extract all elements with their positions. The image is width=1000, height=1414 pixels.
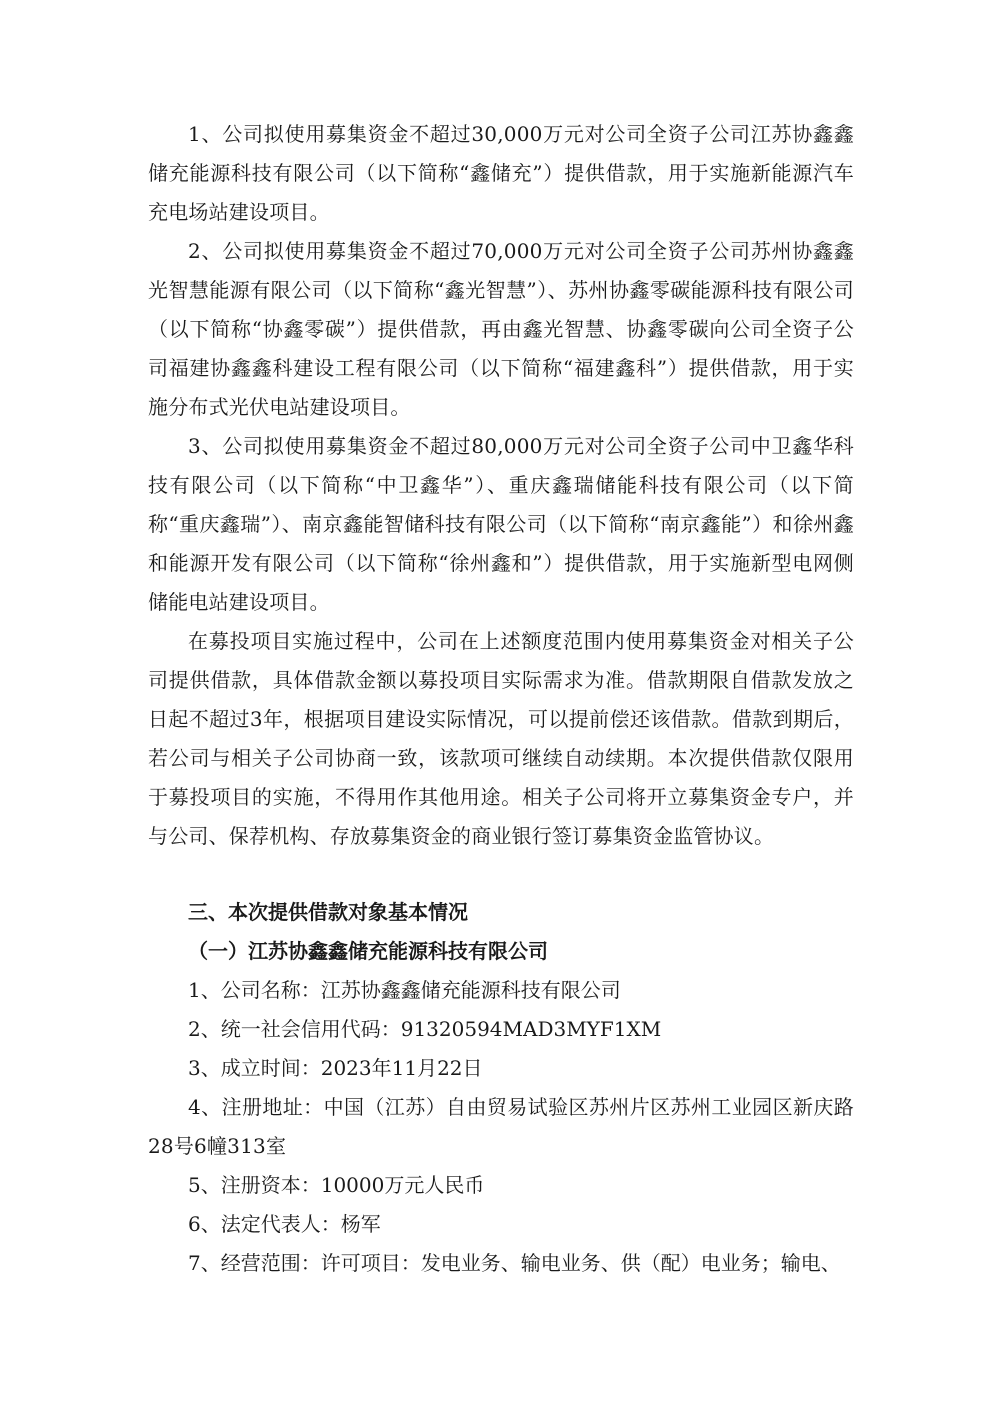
company-name-item: 1、公司名称：江苏协鑫鑫储充能源科技有限公司 xyxy=(188,978,621,1002)
paragraph-item-1: 1、公司拟使用募集资金不超过30,000万元对公司全资子公司江苏协鑫鑫储充能源科技有限公司（以下简称“鑫储充”）提供借款，用于实施新能源汽车充电场站建设项目。 xyxy=(148,122,854,224)
section-spacer xyxy=(148,856,854,893)
credit-code-item: 2、统一社会信用代码：91320594MAD3MYF1XM xyxy=(188,1017,662,1041)
paragraph-loan-details: 在募投项目实施过程中，公司在上述额度范围内使用募集资金对相关子公司提供借款，具体借款金额以募投项目实际需求为准。借款期限自借款发放之日起不超过3年，根据项目建设实际情况，可以提前偿还该借款。借款到期后，若公司与相关子公司协商一致，该款项可继续自动续期。本次提供借款仅限用于募投项目的实施，不得用作其他用途。相关子公司将开立募集资金专户，并与公司、保荐机构、存放募集资金的商业银行签订募集资金监管协议。 xyxy=(148,629,854,848)
paragraph-item-2: 2、公司拟使用募集资金不超过70,000万元对公司全资子公司苏州协鑫鑫光智慧能源有限公司（以下简称“鑫光智慧”）、苏州协鑫零碳能源科技有限公司（以下简称“协鑫零碳”）提供借款，再由鑫光智慧、协鑫零碳向公司全资子公司福建协鑫鑫科建设工程有限公司（以下简称“福建鑫科”）提供借款，用于实施分布式光伏电站建设项目。 xyxy=(148,239,854,419)
business-scope-item: 7、经营范围：许可项目：发电业务、输电业务、供（配）电业务；输电、 xyxy=(188,1251,841,1275)
registered-capital-item: 5、注册资本：10000万元人民币 xyxy=(188,1173,485,1197)
paragraph-item-3: 3、公司拟使用募集资金不超过80,000万元对公司全资子公司中卫鑫华科技有限公司（以下简称“中卫鑫华”）、重庆鑫瑞储能科技有限公司（以下简称“重庆鑫瑞”）、南京鑫能智储科技有限公司（以下简称“南京鑫能”）和徐州鑫和能源开发有限公司（以下简称“徐州鑫和”）提供借款，用于实施新型电网侧储能电站建设项目。 xyxy=(148,434,854,614)
established-date-item: 3、成立时间：2023年11月22日 xyxy=(188,1056,483,1080)
document-page xyxy=(148,115,854,1283)
registered-address-item: 4、注册地址：中国（江苏）自由贸易试验区苏州片区苏州工业园区新庆路28号6幢313室 xyxy=(148,1095,854,1158)
subsection-heading: （一）江苏协鑫鑫储充能源科技有限公司 xyxy=(188,939,548,963)
legal-representative-item: 6、法定代表人：杨军 xyxy=(188,1212,381,1236)
section-heading: 三、本次提供借款对象基本情况 xyxy=(188,900,468,924)
